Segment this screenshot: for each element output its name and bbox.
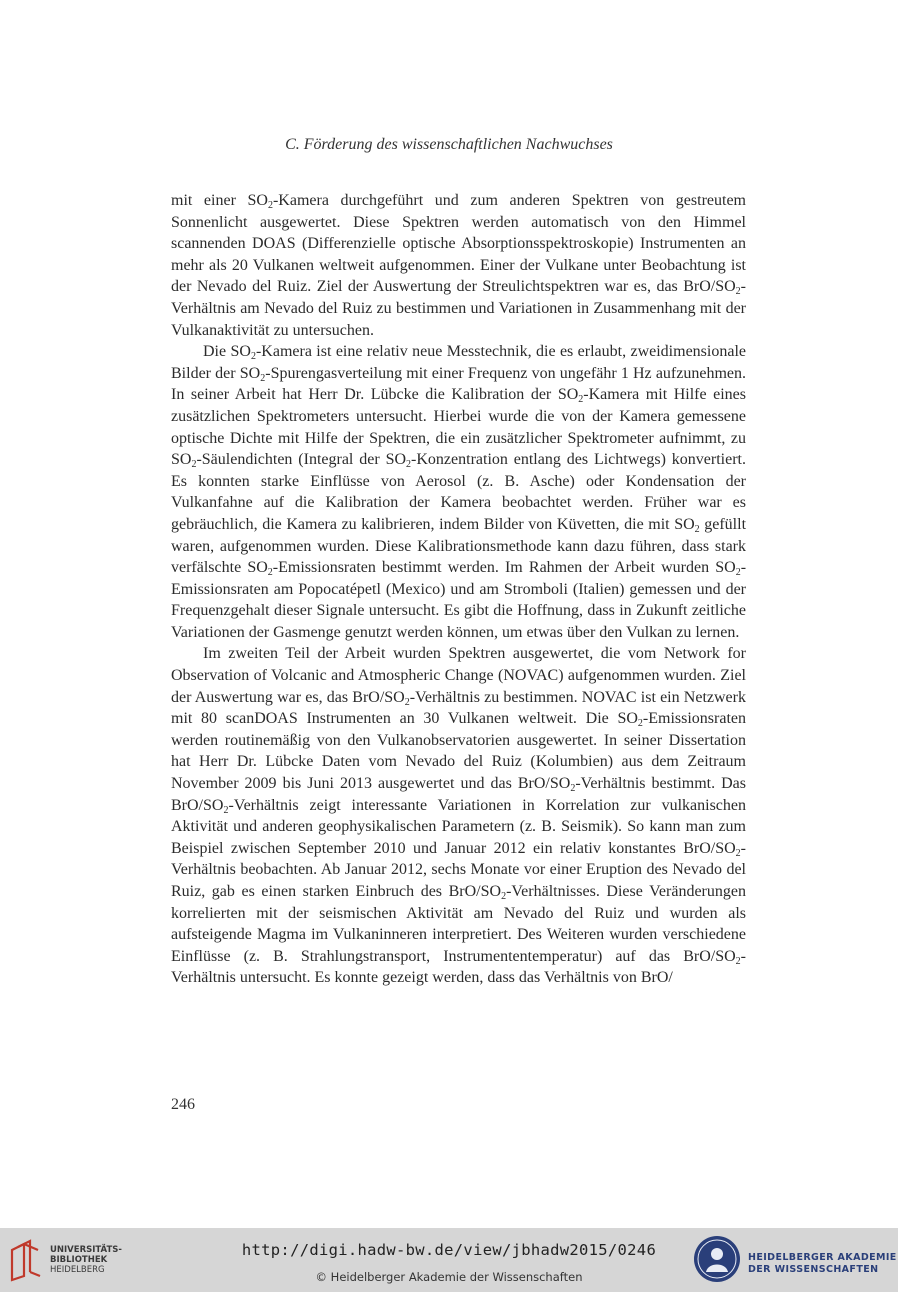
page-number: 246 (171, 1096, 195, 1113)
body-text (171, 190, 746, 989)
academy-logo[interactable] (692, 1234, 897, 1286)
body-paragraph: Im zweiten Teil der Arbeit wurden Spektren ausgewertet, die vom Network for Observation of Volcanic and Atmospheric Change (NOVAC) aufgenommen wurden. Ziel der Auswertung war es, das BrO/$SO_2$-Verhältnis zu bestimmen. NOVAC ist ein Netzwerk mit 80 scanDOAS Instrumenten an 30 Vulkanen weltweit. Die $SO_2$-Emissionsraten werden routinemäßig von den Vulkanobservatorien ausgewertet. In seiner Dissertation hat Herr Dr. Lübcke Daten vom Nevado del Ruiz (Kolumbien) aus dem Zeitraum November 2009 bis Juni 2013 ausgewertet und das BrO/$SO_2$-Verhältnis bestimmt. Das BrO/$SO_2$-Verhältnis zeigt interessante Variationen in Korrelation zur vulkanischen Aktivität und anderen geophysikalischen Parametern (z. B. Seismik). So kann man zum Beispiel zwischen September 2010 und Januar 2012 ein relativ konstantes BrO/$SO_2$-Verhältnis beobachten. Ab Januar 2012, sechs Monate vor einer Eruption des Nevado del Ruiz, gab es einen starken Einbruch des BrO/$SO_2$-Verhältnisses. Diese Veränderungen korrelierten mit der seismischen Aktivität am Nevado del Ruiz und wurden als aufsteigende Magma im Vulkaninneren interpretiert. Des Weiteren wurden verschiedene Einflüsse (z. B. Strahlungstransport, Instrumententemperatur) auf das BrO/$SO_2$-Verhältnis untersucht. Es konnte gezeigt werden, dass das Verhältnis von BrO/ (171, 645, 747, 987)
body-paragraph: Die $SO_2$-Kamera ist eine relativ neue Messtechnik, die es erlaubt, zweidimensionale Bilder der $SO_2$-Spurengasverteilung mit einer Frequenz von ungefähr 1 Hz aufzunehmen. In seiner Arbeit hat Herr Dr. Lübcke die Kalibration der $SO_2$-Kamera mit Hilfe eines zusätzlichen Spektrometers untersucht. Hierbei wurde die von der Kamera gemessene optische Dichte mit Hilfe der Spektren, die ein zusätzlicher Spektrometer aufnimmt, zu $SO_2$-Säulendichten (Integral der $SO_2$-Konzentration entlang des Lichtwegs) konvertiert. Es konnten starke Einflüsse von Aerosol (z. B. Asche) oder Kondensation der Vulkanfahne auf die Kalibration der Kamera beobachtet werden. Früher war es gebräuchlich, die Kamera zu kalibrieren, indem Bilder von Küvetten, die mit $SO_2$ gefüllt waren, aufgenommen wurden. Diese Kalibrationsmethode kann dazu führen, dass stark verfälschte $SO_2$-Emissionsraten bestimmt werden. Im Rahmen der Arbeit wurden $SO_2$-Emissionsraten am Popocatépetl (Mexico) und am Stromboli (Italien) gemessen und der Frequenzgehalt dieser Signale untersucht. Es gibt die Hoffnung, dass in Zukunft zeitliche Variationen der Gasmenge genutzt werden können, um etwas über den Vulkan zu lernen. (171, 343, 747, 641)
library-logo-line: BIBLIOTHEK (50, 1255, 108, 1265)
academy-seal-icon (692, 1234, 742, 1284)
copyright-notice: © Heidelberger Akademie der Wissenschaften (315, 1270, 583, 1284)
academy-logo-text (748, 1252, 897, 1276)
library-logo-line: HEIDELBERG (50, 1265, 105, 1275)
body-paragraph: mit einer $SO_2$-Kamera durchgeführt und zum anderen Spektren von gestreutem Sonnenlicht ausgewertet. Diese Spektren werden automatisch von den Himmel scannenden DOAS (Differenzielle optische Absorptionsspektroskopie) Instrumenten an mehr als 20 Vulkanen weltweit aufgenommen. Einer der Vulkane unter Beobachtung ist der Nevado del Ruiz. Ziel der Auswertung der Streulichtspektren war es, das BrO/$SO_2$-Verhältnis am Nevado del Ruiz zu bestimmen und Variationen in Zusammenhang mit der Vulkanaktivität zu untersuchen. (171, 192, 747, 339)
library-logo-line: UNIVERSITÄTS- (50, 1245, 122, 1255)
academy-logo-line: HEIDELBERGER AKADEMIE (748, 1252, 897, 1263)
running-head: C. Förderung des wissenschaftlichen Nachwuchses (285, 136, 613, 153)
footer-bar (0, 1228, 898, 1292)
permalink-url[interactable]: http://digi.hadw-bw.de/view/jbhadw2015/0246 (241, 1241, 657, 1259)
academy-logo-line: DER WISSENSCHAFTEN (748, 1264, 879, 1275)
